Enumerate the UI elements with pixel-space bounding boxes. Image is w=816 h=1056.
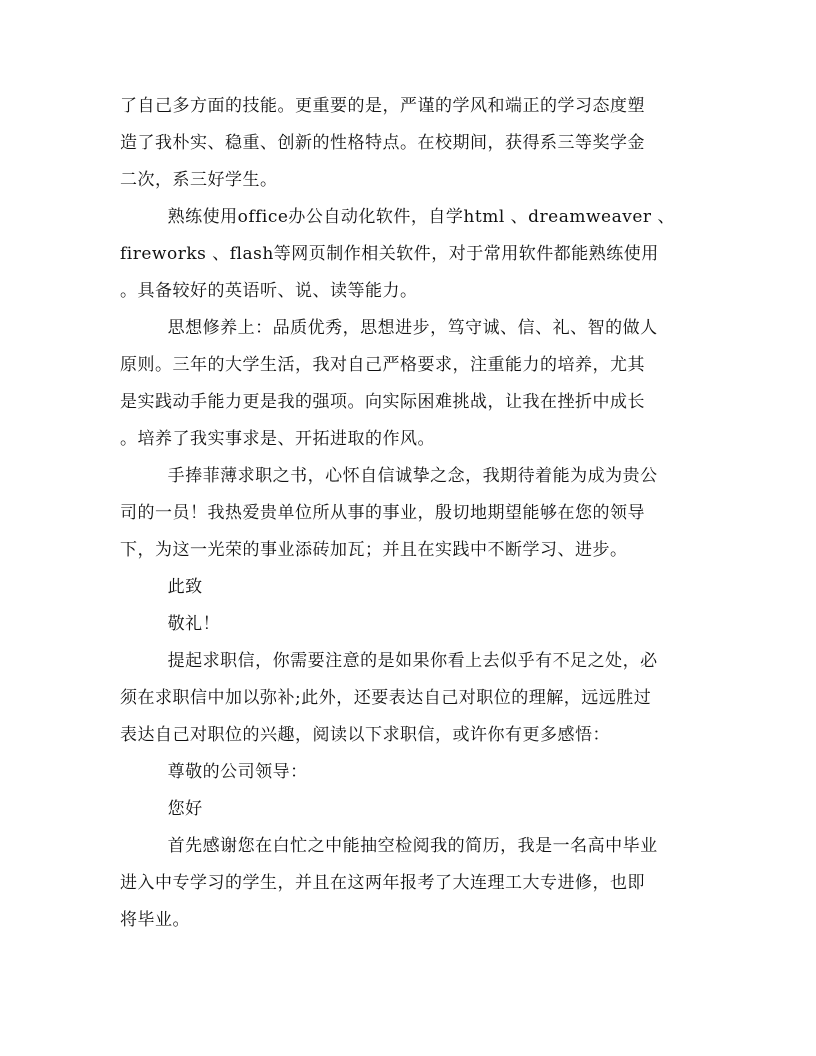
paragraph-greeting-leaders [120, 754, 700, 791]
text-line: 原则。三年的大学生活，我对自己严格要求，注重能力的培养，尤其 [120, 355, 645, 375]
text-line: 了自己多方面的技能。更重要的是，严谨的学风和端正的学习态度塑 [120, 96, 645, 116]
text-line: 手捧菲薄求职之书，心怀自信诚挚之念，我期待着能为成为贵公 [167, 466, 658, 486]
text-line: 您好 [167, 799, 203, 819]
text-line: 造了我朴实、稳重、创新的性格特点。在校期间，获得系三等奖学金 [120, 133, 645, 153]
text-line: 司的一员！我热爱贵单位所从事的事业，殷切地期望能够在您的领导 [120, 503, 645, 523]
text-line: 熟练使用office办公自动化软件，自学html 、dreamweaver 、 [167, 207, 675, 227]
paragraph-character [120, 310, 700, 458]
text-line: 思想修养上：品质优秀，思想进步，笃守诚、信、礼、智的做人 [167, 318, 658, 338]
text-line: fireworks 、flash等网页制作相关软件，对于常用软件都能熟练使用 [120, 244, 659, 264]
text-line: 敬礼！ [167, 614, 221, 634]
text-line: 须在求职信中加以弥补;此外，还要表达自己对职位的理解，远远胜过 [120, 688, 652, 708]
paragraph-salutation-ci-zhi [120, 569, 700, 606]
text-line: 下，为这一光荣的事业添砖加瓦；并且在实践中不断学习、进步。 [120, 540, 628, 560]
paragraph-closing-wish [120, 458, 700, 569]
text-line: 将毕业。 [120, 910, 190, 930]
text-line: 是实践动手能力更是我的强项。向实际困难挑战，让我在挫折中成长 [120, 392, 645, 412]
paragraph-software-skills [120, 199, 700, 310]
text-line: 首先感谢您在白忙之中能抽空检阅我的简历，我是一名高中毕业 [167, 836, 658, 856]
paragraph-introduction [120, 828, 700, 939]
text-line: 二次，系三好学生。 [120, 170, 278, 190]
paragraph-skills-summary [120, 88, 700, 199]
document-page [120, 88, 700, 939]
paragraph-cover-letter-advice [120, 643, 700, 754]
text-line: 此致 [167, 577, 203, 597]
text-line: 。培养了我实事求是、开拓进取的作风。 [120, 429, 435, 449]
text-line: 提起求职信，你需要注意的是如果你看上去似乎有不足之处，必 [167, 651, 658, 671]
text-line: 尊敬的公司领导： [167, 762, 308, 782]
text-line: 进入中专学习的学生，并且在这两年报考了大连理工大专进修，也即 [120, 873, 645, 893]
text-line: 。具备较好的英语听、说、读等能力。 [120, 281, 418, 301]
paragraph-salutation-jing-li [120, 606, 700, 643]
paragraph-greeting-hello [120, 791, 700, 828]
text-line: 表达自己对职位的兴趣，阅读以下求职信，或许你有更多感悟： [120, 725, 610, 745]
